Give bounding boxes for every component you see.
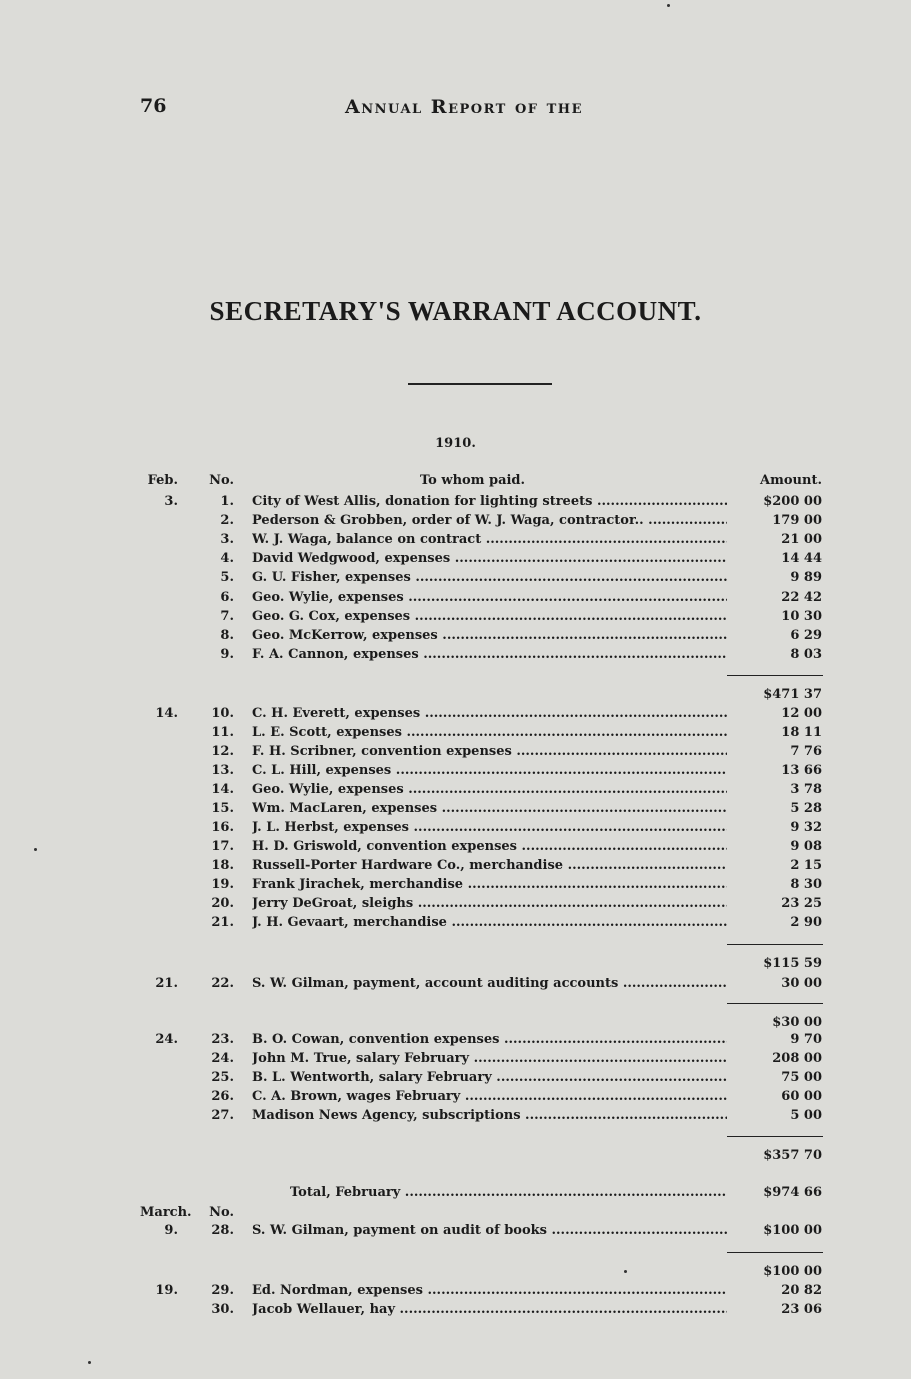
- row-number: 11.: [211, 725, 234, 740]
- row-date: 19.: [155, 1283, 178, 1298]
- table-row: [0, 1203, 911, 1222]
- row-number: 20.: [211, 896, 234, 911]
- print-speck: [88, 1361, 91, 1364]
- row-number: 2.: [220, 513, 234, 528]
- table-row: [0, 1106, 911, 1125]
- table-row: [0, 875, 911, 894]
- table-row: [0, 818, 911, 837]
- row-amount: 75 00: [781, 1070, 822, 1085]
- row-date: 21.: [155, 976, 178, 991]
- row-payee: Pederson & Grobben, order of W. J. Waga, contractor.. .....: [252, 511, 727, 530]
- row-payee: Jacob Wellauer, hay .....: [252, 1300, 727, 1319]
- row-date: 14.: [155, 706, 178, 721]
- total-amount: $974 66: [763, 1185, 822, 1200]
- subtotal-row: [0, 1262, 911, 1281]
- row-number: 4.: [220, 551, 234, 566]
- header-no: No.: [209, 473, 234, 488]
- total-label: Total, February .....: [290, 1183, 727, 1202]
- row-payee: W. J. Waga, balance on contract .....: [252, 530, 727, 549]
- row-number: 18.: [211, 858, 234, 873]
- table-row: [0, 894, 911, 913]
- subtotal-amount: $471 37: [763, 687, 822, 702]
- table-row: [0, 1221, 911, 1240]
- table-row: [0, 837, 911, 856]
- table-row: [0, 761, 911, 780]
- table-row: [0, 974, 911, 993]
- row-number: 28.: [211, 1223, 234, 1238]
- row-number: 12.: [211, 744, 234, 759]
- row-payee: David Wedgwood, expenses .....: [252, 549, 727, 568]
- row-amount: 9 32: [790, 820, 822, 835]
- row-payee: Russell-Porter Hardware Co., merchandise .....: [252, 856, 727, 875]
- row-number: No.: [209, 1205, 234, 1220]
- print-speck: [667, 4, 670, 7]
- table-row: [0, 530, 911, 549]
- row-number: 24.: [211, 1051, 234, 1066]
- running-head: Annual Report of the: [345, 96, 583, 118]
- table-row: [0, 1030, 911, 1049]
- row-payee: Geo. Wylie, expenses .....: [252, 588, 727, 607]
- print-speck: [624, 1270, 627, 1273]
- row-number: 29.: [211, 1283, 234, 1298]
- subtotal-rule: [727, 1136, 823, 1137]
- row-amount: 23 06: [781, 1302, 822, 1317]
- row-amount: 9 89: [790, 570, 822, 585]
- row-payee: B. L. Wentworth, salary February .....: [252, 1068, 727, 1087]
- row-payee: City of West Allis, donation for lighting streets .....: [252, 492, 727, 511]
- row-amount: 208 00: [772, 1051, 822, 1066]
- row-payee: Jerry DeGroat, sleighs .....: [252, 894, 727, 913]
- row-payee: J. L. Herbst, expenses .....: [252, 818, 727, 837]
- row-amount: 2 90: [790, 915, 822, 930]
- table-row: [0, 492, 911, 511]
- row-payee: Frank Jirachek, merchandise .....: [252, 875, 727, 894]
- row-number: 23.: [211, 1032, 234, 1047]
- row-payee: B. O. Cowan, convention expenses .....: [252, 1030, 727, 1049]
- table-row: [0, 1087, 911, 1106]
- row-number: 15.: [211, 801, 234, 816]
- subtotal-rule: [727, 675, 823, 676]
- row-amount: 10 30: [781, 609, 822, 624]
- row-number: 3.: [220, 532, 234, 547]
- row-amount: 14 44: [781, 551, 822, 566]
- total-row: [0, 1183, 911, 1202]
- row-amount: 3 78: [790, 782, 822, 797]
- table-row: [0, 799, 911, 818]
- row-amount: 6 29: [790, 628, 822, 643]
- table-row: [0, 1068, 911, 1087]
- row-amount: 12 00: [781, 706, 822, 721]
- table-row: [0, 780, 911, 799]
- table-row: [0, 568, 911, 587]
- row-payee: S. W. Gilman, payment on audit of books .....: [252, 1221, 727, 1240]
- row-number: 8.: [220, 628, 234, 643]
- row-amount: 9 08: [790, 839, 822, 854]
- table-row: [0, 549, 911, 568]
- row-amount: 30 00: [781, 976, 822, 991]
- table-row: [0, 1049, 911, 1068]
- row-number: 5.: [220, 570, 234, 585]
- table-row: [0, 607, 911, 626]
- row-amount: 9 70: [790, 1032, 822, 1047]
- subtotal-row: [0, 685, 911, 704]
- header-month: Feb.: [147, 473, 178, 488]
- page-title: SECRETARY'S WARRANT ACCOUNT.: [209, 296, 702, 326]
- subtotal-amount: $100 00: [763, 1264, 822, 1279]
- row-number: 9.: [220, 647, 234, 662]
- table-row: [0, 645, 911, 664]
- print-speck: [34, 848, 37, 851]
- row-number: 7.: [220, 609, 234, 624]
- row-number: 26.: [211, 1089, 234, 1104]
- page-number: 76: [140, 95, 167, 117]
- row-amount: 18 11: [781, 725, 822, 740]
- row-payee: C. L. Hill, expenses .....: [252, 761, 727, 780]
- subtotal-amount: $357 70: [763, 1148, 822, 1163]
- row-payee: C. A. Brown, wages February .....: [252, 1087, 727, 1106]
- row-amount: 20 82: [781, 1283, 822, 1298]
- row-amount: 8 03: [790, 647, 822, 662]
- row-payee: John M. True, salary February .....: [252, 1049, 727, 1068]
- subtotal-amount: $115 59: [763, 956, 822, 971]
- table-row: [0, 626, 911, 645]
- row-payee: L. E. Scott, expenses .....: [252, 723, 727, 742]
- row-payee: J. H. Gevaart, merchandise .....: [252, 913, 727, 932]
- row-amount: 8 30: [790, 877, 822, 892]
- year-heading: 1910.: [435, 436, 476, 451]
- row-payee: Geo. Wylie, expenses .....: [252, 780, 727, 799]
- row-payee: S. W. Gilman, payment, account auditing accounts .....: [252, 974, 727, 993]
- row-payee: G. U. Fisher, expenses .....: [252, 568, 727, 587]
- table-row: [0, 588, 911, 607]
- table-row: [0, 704, 911, 723]
- header-to-whom: To whom paid.: [420, 473, 526, 488]
- row-amount: 5 28: [790, 801, 822, 816]
- row-payee: Wm. MacLaren, expenses .....: [252, 799, 727, 818]
- row-payee: Madison News Agency, subscriptions .....: [252, 1106, 727, 1125]
- row-date: March.: [140, 1205, 192, 1220]
- row-number: 16.: [211, 820, 234, 835]
- row-number: 17.: [211, 839, 234, 854]
- subtotal-row: [0, 1146, 911, 1165]
- row-payee: F. H. Scribner, convention expenses .....: [252, 742, 727, 761]
- row-number: 22.: [211, 976, 234, 991]
- subtotal-row: [0, 954, 911, 973]
- row-payee: C. H. Everett, expenses .....: [252, 704, 727, 723]
- subtotal-amount: $30 00: [772, 1015, 822, 1030]
- subtotal-rule: [727, 944, 823, 945]
- row-date: 3.: [164, 494, 178, 509]
- row-amount: $100 00: [763, 1223, 822, 1238]
- row-payee: Geo. McKerrow, expenses .....: [252, 626, 727, 645]
- row-amount: 179 00: [772, 513, 822, 528]
- row-number: 21.: [211, 915, 234, 930]
- row-payee: Ed. Nordman, expenses .....: [252, 1281, 727, 1300]
- header-amount: Amount.: [760, 473, 822, 488]
- row-number: 10.: [211, 706, 234, 721]
- table-row: [0, 1300, 911, 1319]
- table-row: [0, 742, 911, 761]
- row-payee: H. D. Griswold, convention expenses .....: [252, 837, 727, 856]
- table-row: [0, 723, 911, 742]
- row-number: 6.: [220, 590, 234, 605]
- row-payee: F. A. Cannon, expenses .....: [252, 645, 727, 664]
- row-number: 25.: [211, 1070, 234, 1085]
- row-amount: 2 15: [790, 858, 822, 873]
- subtotal-rule: [727, 1003, 823, 1004]
- row-amount: 22 42: [781, 590, 822, 605]
- table-row: [0, 856, 911, 875]
- row-number: 1.: [220, 494, 234, 509]
- table-row: [0, 1281, 911, 1300]
- row-amount: 7 76: [790, 744, 822, 759]
- table-row: [0, 913, 911, 932]
- subtotal-rule: [727, 1252, 823, 1253]
- row-amount: $200 00: [763, 494, 822, 509]
- row-number: 27.: [211, 1108, 234, 1123]
- row-number: 19.: [211, 877, 234, 892]
- row-number: 13.: [211, 763, 234, 778]
- row-amount: 13 66: [781, 763, 822, 778]
- row-amount: 21 00: [781, 532, 822, 547]
- row-payee: Geo. G. Cox, expenses .....: [252, 607, 727, 626]
- row-amount: 5 00: [790, 1108, 822, 1123]
- title-rule: [408, 383, 552, 385]
- row-number: 14.: [211, 782, 234, 797]
- table-row: [0, 511, 911, 530]
- row-number: 30.: [211, 1302, 234, 1317]
- row-amount: 60 00: [781, 1089, 822, 1104]
- row-date: 24.: [155, 1032, 178, 1047]
- row-amount: 23 25: [781, 896, 822, 911]
- row-date: 9.: [164, 1223, 178, 1238]
